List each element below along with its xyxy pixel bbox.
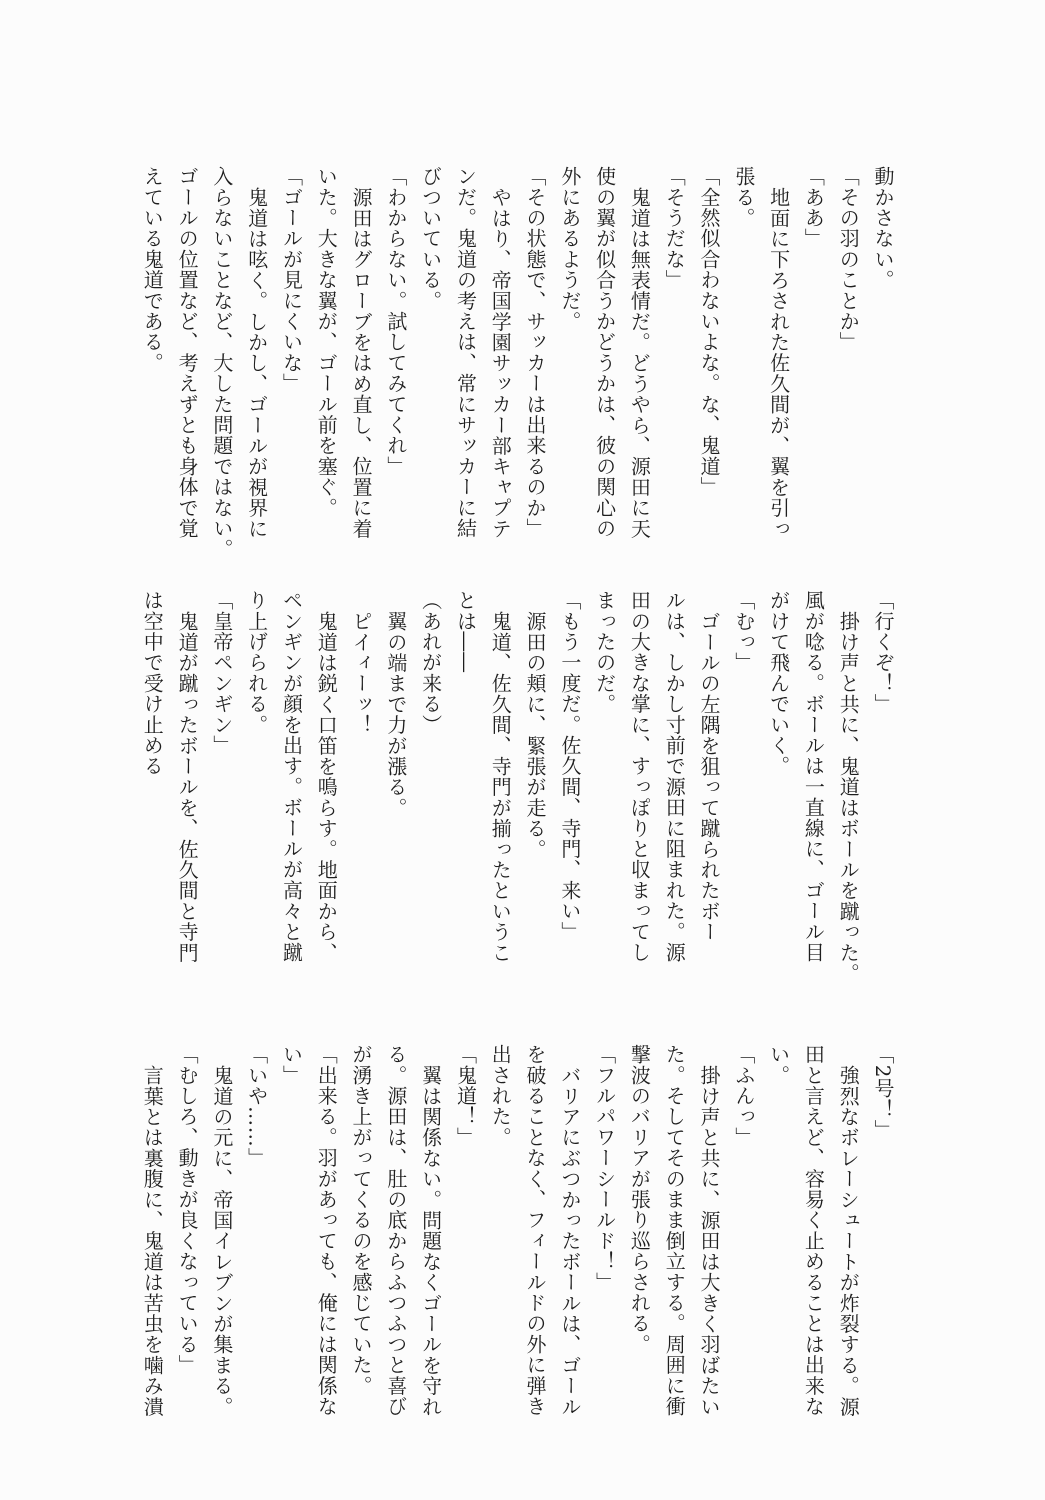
text-column: ピイィーッ！ — [349, 611, 374, 736]
text-column: ペンギンが顔を出す。ボールが高々と蹴 — [279, 590, 304, 963]
text-column: 鬼道が蹴ったボールを、佐久間と寺門 — [175, 611, 200, 963]
text-column: 源田の頬に、緊張が走る。 — [523, 611, 548, 860]
text-column: 「鬼道！」 — [453, 1044, 478, 1148]
text-column: を破ることなく、フィールドの外に弾き — [523, 1044, 548, 1417]
text-column: ゴールの左隅を狙って蹴られたボー — [697, 611, 722, 943]
text-column: 「ああ」 — [801, 166, 826, 249]
text-column: は空中で受け止める — [140, 590, 165, 777]
text-column: 「皇帝ペンギン」 — [209, 590, 234, 756]
text-column: いた。大きな翼が、ゴール前を塞ぐ。 — [314, 166, 339, 518]
text-column: 「全然似合わないよな。な、鬼道」 — [697, 166, 722, 498]
text-block-middle — [134, 590, 900, 984]
text-column: 「むしろ、動きが良くなっている」 — [175, 1044, 200, 1376]
text-column: 「その羽のことか」 — [836, 166, 861, 353]
text-column: 「むっ」 — [731, 590, 756, 673]
text-column: 鬼道、佐久間、寺門が揃ったというこ — [488, 611, 513, 963]
text-column: 翼の端まで力が漲る。 — [383, 611, 408, 818]
text-column: 鬼道は無表情だ。どうやら、源田に天 — [627, 187, 652, 539]
text-column: 外にあるようだ。 — [557, 166, 582, 332]
text-column: ンだ。鬼道の考えは、常にサッカーに結 — [453, 166, 478, 539]
text-block-bottom — [134, 1044, 900, 1417]
text-column: 出された。 — [488, 1044, 513, 1148]
text-column: バリアにぶつかったボールは、ゴール — [557, 1065, 582, 1417]
text-column: びついている。 — [418, 166, 443, 311]
text-column: 張る。 — [731, 166, 756, 229]
text-column: い」 — [279, 1044, 304, 1086]
text-column: ルは、しかし寸前で源田に阻まれた。源 — [662, 590, 687, 963]
text-column: 鬼道は呟く。しかし、ゴールが視界に — [244, 187, 269, 539]
text-column: 風が唸る。ボールは一直線に、ゴール目 — [801, 590, 826, 963]
text-column: 田と言えど、容易く止めることは出来な — [801, 1044, 826, 1417]
text-column: 「ゴールが見にくいな」 — [279, 166, 304, 394]
text-column: まったのだ。 — [592, 590, 617, 715]
text-column: 掛け声と共に、鬼道はボールを蹴った。 — [836, 611, 861, 984]
text-column: えている鬼道である。 — [140, 166, 165, 373]
text-column: 「行くぞ！」 — [871, 590, 895, 715]
text-column: 「いや……」 — [244, 1044, 269, 1169]
text-column: 動かさない。 — [871, 166, 895, 291]
text-column: が湧き上がってくるのを感じていた。 — [349, 1044, 374, 1396]
text-column: 強烈なボレーシュートが炸裂する。源 — [836, 1065, 861, 1417]
text-column: 「2号！」 — [871, 1044, 895, 1141]
text-column: 「出来る。羽があっても、俺には関係な — [314, 1044, 339, 1417]
text-column: 「わからない。試してみてくれ」 — [383, 166, 408, 477]
text-column: 田の大きな掌に、すっぽりと収まってし — [627, 590, 652, 963]
text-column: がけて飛んでいく。 — [766, 590, 791, 777]
text-column: 使の翼が似合うかどうかは、彼の関心の — [592, 166, 617, 539]
text-column: （あれが来る） — [418, 590, 443, 735]
text-column: 「もう一度だ。佐久間、寺門、来い」 — [557, 590, 582, 942]
text-column: た。そしてそのまま倒立する。周囲に衝 — [662, 1044, 687, 1417]
text-column: 鬼道の元に、帝国イレブンが集まる。 — [209, 1065, 234, 1417]
text-column: 掛け声と共に、源田は大きく羽ばたい — [697, 1065, 722, 1417]
text-column: 「そうだな」 — [662, 166, 687, 291]
text-column: やはり、帝国学園サッカー部キャプテ — [488, 187, 513, 539]
text-column: ゴールの位置など、考えずとも身体で覚 — [175, 166, 200, 539]
text-column: 「その状態で、サッカーは出来るのか」 — [523, 166, 548, 539]
text-column: とは―― — [453, 590, 478, 673]
text-column: 地面に下ろされた佐久間が、翼を引っ — [766, 187, 791, 539]
text-column: 「フルパワーシールド！」 — [592, 1044, 617, 1293]
text-column: 翼は関係ない。問題なくゴールを守れ — [418, 1065, 443, 1417]
text-column: 「ふんっ」 — [731, 1044, 756, 1148]
text-column: り上げられる。 — [244, 590, 269, 735]
text-column: る。源田は、肚の底からふつふつと喜び — [383, 1044, 408, 1417]
text-column: 鬼道は鋭く口笛を鳴らす。地面から、 — [314, 611, 339, 963]
text-column: 源田はグローブをはめ直し、位置に着 — [349, 187, 374, 539]
text-column: 入らないことなど、大した問題ではない。 — [209, 166, 234, 560]
text-column: 言葉とは裏腹に、鬼道は苦虫を噛み潰 — [140, 1065, 165, 1417]
text-column: い。 — [766, 1044, 791, 1086]
text-column: 撃波のバリアが張り巡らされる。 — [627, 1044, 652, 1355]
text-block-top — [134, 166, 900, 559]
